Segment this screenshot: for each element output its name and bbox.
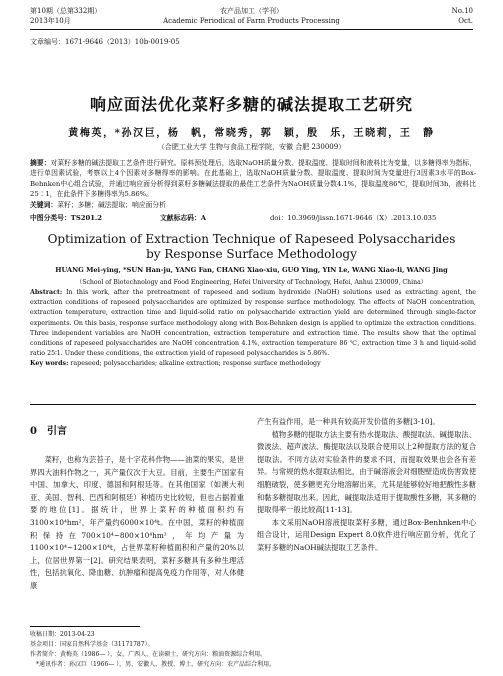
abstract-zh-label: 摘要： — [30, 159, 51, 167]
footnote-funding: 基金项目：国家自然科学基金（31171787）。 — [30, 641, 154, 648]
keywords-zh-label: 关键词： — [30, 200, 58, 209]
keywords-zh-text: 菜籽；多糖；碱法提取；响应面分析 — [57, 200, 166, 209]
english-title-line2: by Response Surface Methodology — [146, 247, 357, 261]
journal-name-zh: 农产品加工（学刊） — [220, 7, 283, 15]
journal-name-en: Academic Periodical of Farm Products Processing — [163, 17, 340, 25]
english-affiliation: （School of Biotechnology and Food Engineering, Hefei University of Technology, Hefei, Anhui 230009, China） — [76, 279, 427, 286]
issue-no-en: No.10 — [451, 7, 473, 15]
header-rule — [30, 29, 473, 30]
body-paragraph: 植物多糖的提取方法主要有热水提取法、酸提取法、碱提取法、微波法、超声波法、酶提取法以及联合使用以上2种提取方法的复合提取法。不同方法对实验条件的要求不同，而提取效果也会各有差异。与常规的热水提取法相比，由于碱溶液会对细胞壁造成伤害致使细胞破裂，使多糖更充分地溶解出来，尤其是能够较好地把酸性多糖和黏多糖提取出来。因此，碱提取法适用于提取酸性多糖，其多糖的提取得率一般比较高[11-13]。 — [257, 429, 476, 515]
running-header — [30, 6, 473, 32]
footnote-author: 作者简介：黄梅英（1986— ），女，广西人，在读硕士，研究方向：粮油资源综合利用。 — [30, 651, 267, 658]
abstract-zh-text: 对菜籽多糖的碱法提取工艺条件进行研究。原料预处理后，选取NaOH质量分数、提取温度、提取时间和液料比为变量，以多糖得率为指标，进行单因素试验，考察以上4个因素对多糖得率的影响。在此基础上，选取NaOH质量分数、提取温度、提取时间为变量进行3因素3水平的Box-Behnken中心组合试验，并通过响应面分析得到菜籽多糖碱法提取的最佳工艺条件为NaOH质量分数4.1%，提取温度86℃，提取时间3h，液料比25∶1，在此条件下多糖得率为5.86%。 — [30, 159, 477, 199]
author-list: 黄梅英，*孙汉巨，杨 帆，常晓秀，郭 颖，殷 乐，王晓莉，王 静 — [68, 128, 435, 139]
paper-title: 响应面法优化菜籽多糖的碱法提取工艺研究 — [89, 95, 413, 114]
english-authors: HUANG Mei-ying, *SUN Han-ju, YANG Fan, CHANG Xiao-xiu, GUO Ying, YIN Le, WANG Xiao-li, WANG Jing — [55, 266, 448, 274]
issue-month-en: Oct. — [458, 17, 473, 25]
affiliation: （合肥工业大学 生物与食品工程学院，安徽 合肥 230009） — [157, 143, 346, 151]
abstract-zh — [30, 158, 476, 210]
keywords-en-text: rapeseed; polysaccharides; alkaline extraction; response surface methodology — [68, 360, 321, 368]
header-right — [452, 6, 473, 26]
footnote-received: 收稿日期：2013-04-23 — [30, 631, 95, 638]
footnotes — [30, 626, 276, 670]
footnote-rule — [30, 626, 140, 627]
abstract-en — [30, 288, 476, 370]
body-column-right — [257, 416, 476, 555]
issue-number: 第10期（总第332期） — [30, 7, 102, 15]
abstract-en-text: In this work, after the pretreatment of rapeseed and sodium hydroxide (NaOH) solutions used as extracting agent, the extraction conditions of rapeseed polysaccharides are optimized by response surface methodology. The effects of NaOH concentration, extraction temperature, extraction time and liquid-solid ratio on polysaccharide extraction yield are determined through single-factor experiments. On this basis, response surface methodology along with Box-Behnken design is applied to optimize the extraction conditions. Three independent variables are NaOH concentration, extraction temperature and extraction time. The results show that the optimal conditions of rapeseed polysaccharides are NaOH concentration 4.1%, extraction temperature 86 ℃, extraction time 3 h and liquid-solid ratio 25∶1. Under these conditions, the extraction yield of rapeseed polysaccharides is 5.86%. — [30, 289, 476, 358]
article-number: 文章编号：1671-9646（2013）10b-0019-05 — [30, 38, 180, 46]
body-paragraph: 菜籽，也称为芸苔子，是十字花科作物——油菜的果实，是世界四大油料作物之一，其产量仅次于大豆。目前，主要生产国家有中国、加拿大、印度、德国和阿根廷等。在其他国家（如澳大利亚、美国、智利、巴西和阿根廷）种植历史比较短，但也占据着重要的地位[1]。据统计，世界上菜籽的种植面积约有3100×10⁴hm²，年产量约6000×10⁴t。在中国，菜籽的种植面积保持在700×10⁴~800×10⁴hm²，年均产量为1100×10⁴~1200×10⁴t，占世界菜籽种植面积和产量的20%以上，位居世界第一[2]。研究结果表明，菜籽多糖具有多种生理活性，包括抗氧化、降血糖、抗肿瘤和提高免疫力作用等，对人体健康 — [30, 455, 244, 590]
english-title-line1: Optimization of Extraction Technique of Rapeseed Polysaccharides — [47, 232, 456, 246]
footnote-corresponding: *通讯作者：孙汉巨（1966— ），男，安徽人，教授，博士，研究方向：农产品综合利用。 — [30, 661, 276, 668]
keywords-en-label: Key words: — [30, 360, 69, 368]
document-code: 文献标志码：A — [160, 214, 207, 222]
abstract-divider — [30, 404, 476, 405]
body-paragraph: 产生有益作用，是一种具有较高开发价值的多糖[3-10]。 — [257, 417, 440, 426]
body-column-left — [30, 454, 244, 593]
body-paragraph: 本文采用NaOH溶液提取菜籽多糖，通过Box-Benhnken中心组合设计，运用Design Expert 8.0软件进行响应面分析，优化了菜籽多糖的NaOH碱法提取工艺条件。 — [257, 517, 476, 552]
abstract-en-label: Abstract: — [30, 289, 63, 296]
clc-number: 中图分类号：TS201.2 — [30, 214, 103, 222]
doi: doi：10.3969/jissn.1671-9646（X）.2013.10.035 — [270, 214, 437, 222]
english-title — [0, 232, 503, 262]
header-center — [30, 6, 473, 26]
issue-date: 2013年10月 — [30, 17, 71, 25]
section-heading-intro: 0 引言 — [30, 426, 67, 437]
